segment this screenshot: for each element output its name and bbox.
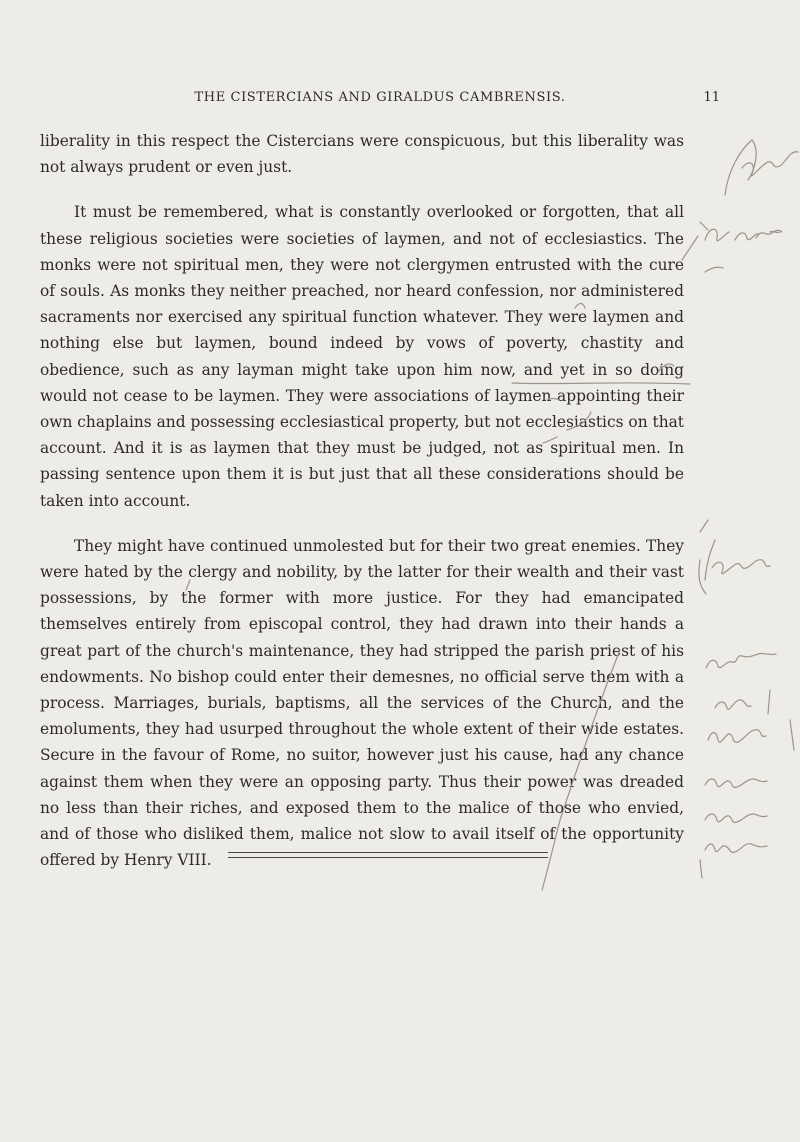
body-text xyxy=(40,128,684,873)
paragraph-2: It must be remembered, what is constantly overlooked or forgotten, that all these religious societies were societies of laymen, and not of ecclesiastics. The monks were not spiritual men, they were not clergymen entrusted with the cure of souls. As monks they neither preached, nor heard confession, nor administered sacraments nor exercised any spiritual function whatever. They were laymen and nothing else but laymen, bound indeed by vows of poverty, chastity and obedience, such as any layman might take upon him now, and yet in so doing would not cease to be laymen. They were associations of laymen appointing their own chaplains and possessing ecclesiastical property, but not ecclesiastics on that account. And it is as laymen that they must be judged, not as spiritual men. In passing sentence upon them it is but just that all these considerations should be taken into account. xyxy=(40,203,684,510)
running-title: THE CISTERCIANS AND GIRALDUS CAMBRENSIS. xyxy=(194,90,566,105)
paragraph-1: liberality in this respect the Cistercians were conspicuous, but this liberality was not always prudent or even just. xyxy=(40,132,684,177)
paragraph-3: They might have continued unmolested but for their two great enemies. They were hated by the clergy and nobility, by the latter for their wealth and their vast possessions, by the former with more justice. For they had emancipated themselves entirely from episcopal control, they had drawn into their hands a great part of the church's maintenance, they had stripped the parish priest of his endowments. No bishop could enter their demesnes, no official serve them with a process. Marriages, burials, baptisms, all the services of the Church, and the emoluments, they had usurped throughout the whole extent of their wide estates. Secure in the favour of Rome, no suitor, however just his cause, had any chance against them when they were an opposing party. Thus their power was dreaded no less than their riches, and exposed them to the malice of those who envied, and of those who disliked them, malice not slow to avail itself of the opportunity offered by Henry VIII. xyxy=(40,536,684,870)
running-header xyxy=(40,90,720,110)
section-end-rule xyxy=(228,852,548,858)
page-number: 11 xyxy=(703,90,720,105)
